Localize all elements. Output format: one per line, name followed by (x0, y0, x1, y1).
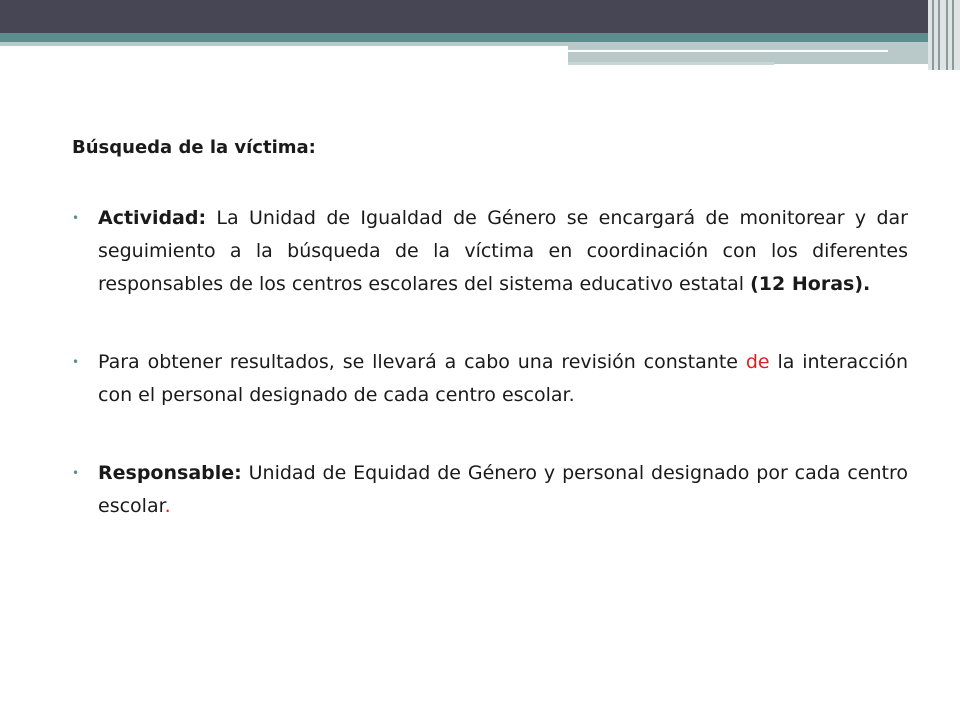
header-white-line (568, 50, 888, 52)
header-teal-band (0, 33, 960, 42)
slide-header-decoration (0, 0, 960, 70)
bullet-bold-tail: (12 Horas). (750, 273, 871, 295)
slide-title: Búsqueda de la víctima: (72, 137, 316, 158)
bullet-item-responsable (72, 457, 908, 523)
bullet-text: Unidad de Equidad de Género y personal designado por cada centro escolar (98, 462, 908, 517)
slide-content (72, 136, 908, 568)
bullet-label: Responsable: (98, 462, 242, 484)
bullet-text: Para obtener resultados, se llevará a cabo una revisión constante (98, 351, 746, 373)
bullet-dot-icon: • (72, 211, 80, 225)
bullet-text: La Unidad de Igualdad de Género se encargará de monitorear y dar seguimiento a la búsqueda de la víctima en coordinación con los diferentes responsables de los centros escolares del sistema educativo estatal (98, 207, 908, 295)
header-grey-thin-line (568, 62, 774, 65)
bullet-list (72, 202, 908, 523)
bullet-label: Actividad: (98, 207, 207, 229)
bullet-item-actividad (72, 202, 908, 301)
bullet-dot-icon: • (72, 355, 80, 369)
header-dark-band (0, 0, 960, 33)
bullet-dot-icon: • (72, 466, 80, 480)
header-grey-strip-left (0, 42, 568, 46)
bullet-item-resultados (72, 346, 908, 412)
bullet-red-word: de (745, 351, 770, 373)
header-grey-block-right (568, 42, 928, 64)
header-right-stripes (928, 0, 960, 70)
bullet-red-tail: . (164, 495, 171, 517)
bullet-text-after: la interacción con el personal designado de cada centro escolar. (98, 351, 908, 406)
